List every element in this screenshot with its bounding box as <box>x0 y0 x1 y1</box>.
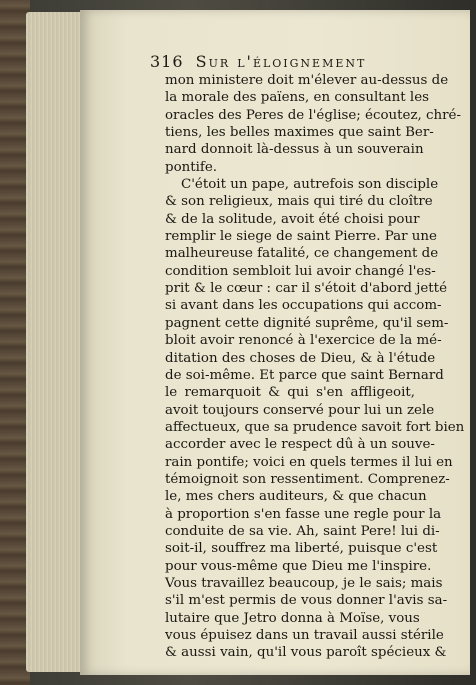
text-line: bloit avoir renoncé à l'exercice de la mé- <box>165 333 442 349</box>
text-line: Vous travaillez beaucoup, je le sais; mais <box>165 575 443 591</box>
text-line: vous épuisez dans un travail aussi stérile <box>165 628 444 643</box>
text-line: condition sembloit lui avoir changé l'es- <box>165 263 436 279</box>
text-line: & aussi vain, qu'il vous paroît spécieux & <box>165 645 447 661</box>
page-number: 316 <box>150 52 184 71</box>
text-line: remplir le siege de saint Pierre. Par une <box>165 229 437 245</box>
text-line: oracles des Peres de l'église; écoutez, chré- <box>165 107 461 123</box>
text-line: s'il m'est permis de vous donner l'avis sa- <box>165 593 448 609</box>
text-line: malheureuse fatalité, ce changement de <box>165 246 439 262</box>
text-line: conduite de sa vie. Ah, saint Pere! lui di- <box>165 523 440 539</box>
text-line: & son religieux, mais qui tiré du cloître <box>165 194 433 210</box>
text-line: prit & le cœur : car il s'étoit d'abord jetté <box>165 281 447 297</box>
text-line: témoignoit son ressentiment. Comprenez- <box>165 471 450 487</box>
text-line: mon ministere doit m'élever au-dessus de <box>165 73 449 88</box>
text-line: avoit toujours conservé pour lui un zele <box>165 402 435 418</box>
text-line: de soi-même. Et parce que saint Bernard <box>165 367 444 383</box>
text-line: le remarquoit & qui s'en affligeoit, <box>165 385 415 401</box>
page-header <box>150 52 366 71</box>
page-edges <box>26 12 84 672</box>
text-line: à proportion s'en fasse une regle pour la <box>165 506 442 522</box>
text-line: & de la solitude, avoit été choisi pour <box>165 211 420 227</box>
text-line: accorder avec le respect dû à un souve- <box>165 437 435 453</box>
text-line: rain pontife; voici en quels termes il lui en <box>165 454 453 470</box>
text-line: C'étoit un pape, autrefois son disciple <box>181 177 439 193</box>
running-title: Sur l'éloignement <box>195 52 367 71</box>
text-line: le, mes chers auditeurs, & que chacun <box>165 489 427 505</box>
text-line: nard donnoit là-dessus à un souverain <box>165 142 424 158</box>
text-line: pagnent cette dignité suprême, qu'il sem- <box>165 315 449 331</box>
text-line: lutaire que Jetro donna à Moïse, vous <box>165 610 420 626</box>
body-text <box>165 72 465 662</box>
text-line: pour vous-même que Dieu me l'inspire. <box>165 558 432 574</box>
text-line: tiens, les belles maximes que saint Ber- <box>165 125 434 141</box>
text-line: soit-il, souffrez ma liberté, puisque c'est <box>165 541 438 557</box>
text-line: affectueux, que sa prudence savoit fort bien <box>165 419 465 435</box>
text-line: la morale des païens, en consultant les <box>165 90 430 106</box>
text-line: ditation des choses de Dieu, & à l'étude <box>165 350 436 366</box>
text-line: si avant dans les occupations qui accom- <box>165 298 442 314</box>
text-line: pontife. <box>165 159 218 175</box>
